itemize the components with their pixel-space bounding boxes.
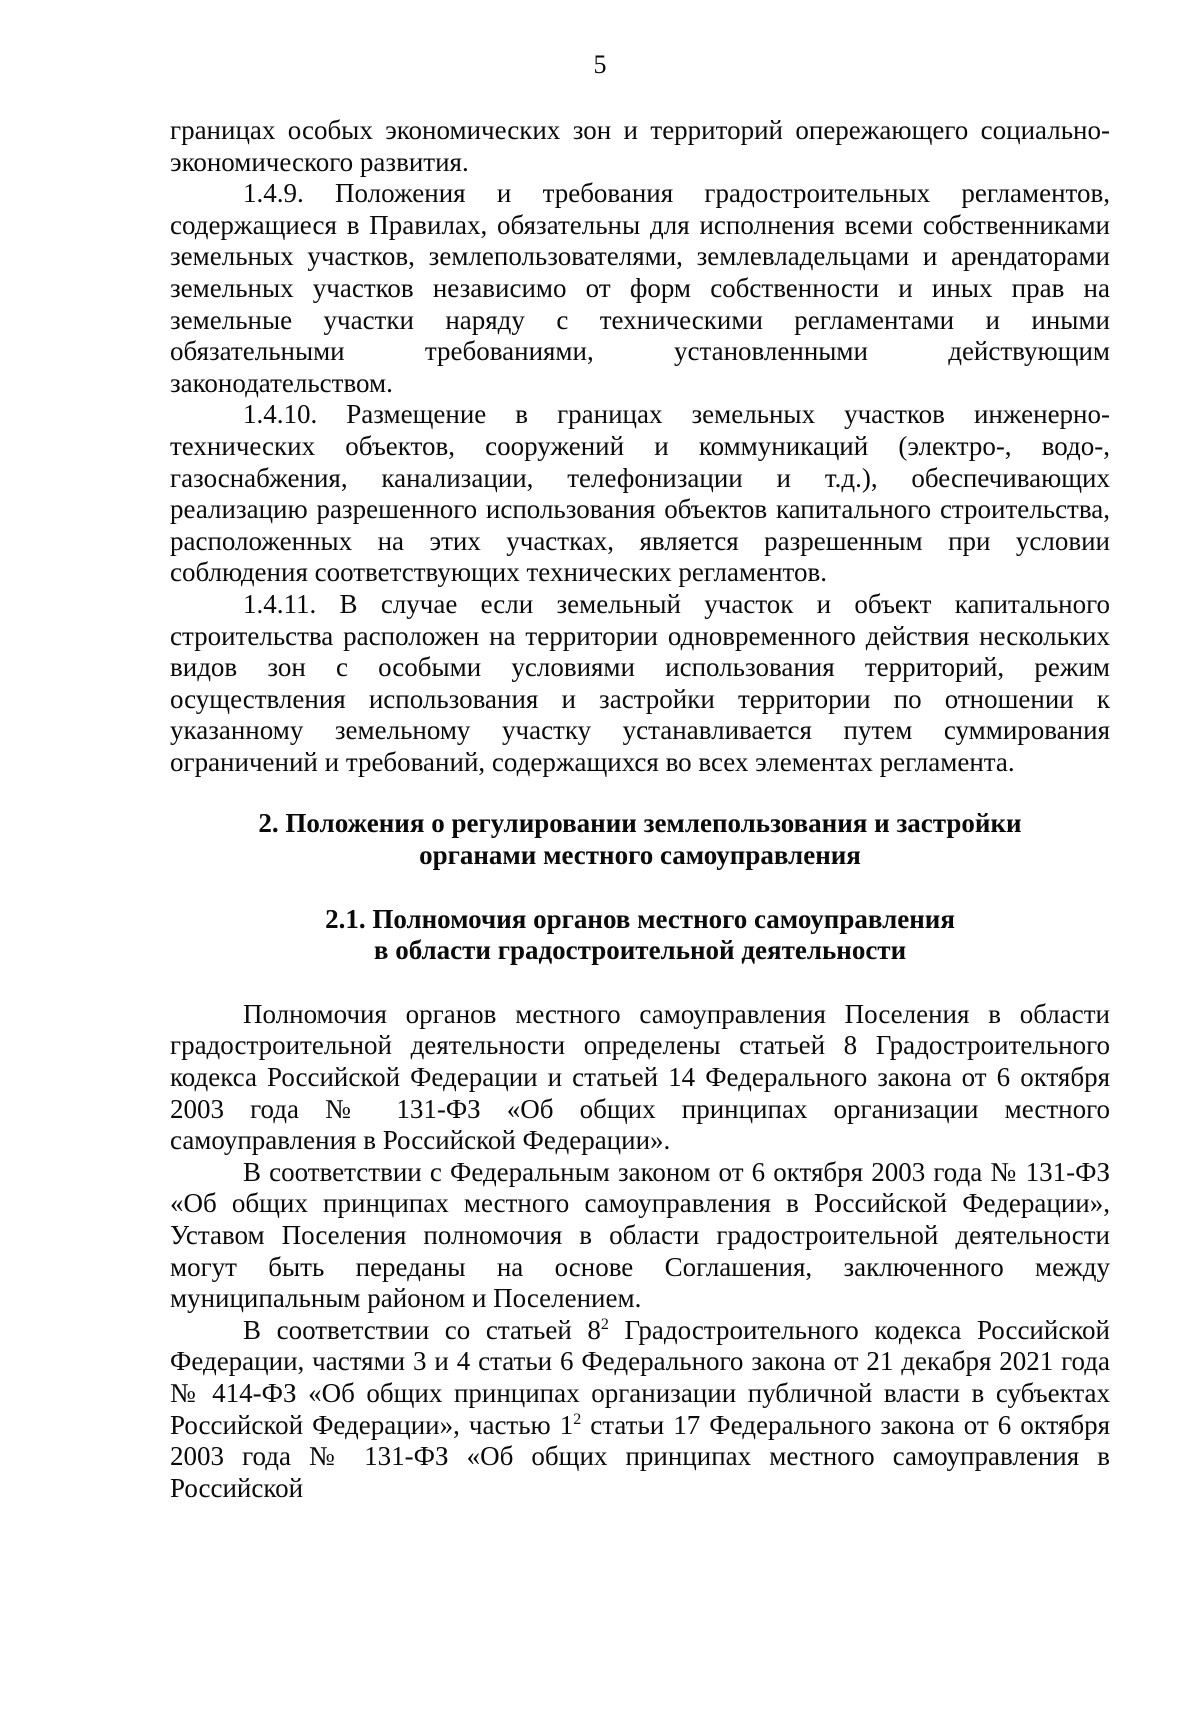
section-heading-2-line2: органами местного самоуправления (419, 840, 861, 871)
page-number: 5 (593, 50, 607, 79)
superscript-2: 2 (600, 1315, 609, 1333)
paragraph-1-4-9: 1.4.9. Положения и требования градостроительных регламентов, содержащиеся в Правилах, обязательны для исполнения всеми собственниками земельных участков, землепользователями, землевладельцами и арендаторами земельных участков независимо от форм собственности и иных прав на земельные участки наряду с техническими регламентами и иными обязательными требованиями, установленными действующим законодательством. (170, 178, 1110, 398)
section-heading-2-line1: 2. Положения о регулировании землепользования и застройки (258, 808, 1022, 839)
document-body (170, 115, 1110, 1504)
last-paragraph-part1: В соответствии со статьей 8 (243, 1314, 601, 1345)
paragraph-continuation: границах особых экономических зон и территорий опережающего социально-экономического развития. (170, 115, 1110, 177)
paragraph-powers: Полномочия органов местного самоуправления Поселения в области градостроительной деятельности определены статьей 8 Градостроительного кодекса Российской Федерации и статьей 14 Федерального закона от 6 октября 2003 года № 131-ФЗ «Об общих принципах организации местного самоуправления в Российской Федерации». (170, 998, 1110, 1156)
superscript-2-second: 2 (573, 1410, 582, 1428)
paragraph-1-4-11: 1.4.11. В случае если земельный участок и объект капитального строительства расположен на территории одновременного действия нескольких видов зон с особыми условиями использования территорий, режим осуществления использования и застройки территории по отношении к указанному земельному участку устанавливается путем суммирования ограничений и требований, содержащихся во всех элементах регламента. (170, 588, 1110, 777)
subsection-heading-2-1 (170, 904, 1110, 967)
paragraph-accordance-8-2 (170, 1315, 1110, 1505)
subsection-heading-2-1-line1: 2.1. Полномочия органов местного самоуправления (325, 903, 955, 934)
paragraph-1-4-10: 1.4.10. Размещение в границах земельных участков инженерно-технических объектов, сооружений и коммуникаций (электро-, водо-, газоснабжения, канализации, телефонизации и т.д.), обеспечивающих реализацию разрешенного использования объектов капитального строительства, расположенных на этих участках, является разрешенным при условии соблюдения соответствующих технических регламентов. (170, 399, 1110, 588)
subsection-heading-2-1-line2: в области градостроительной деятельности (373, 935, 907, 966)
last-paragraph-part3: статьи 17 Федерального закона от 6 октября 2003 года № 131-ФЗ «Об общих принципах местного самоуправления в Российской (170, 1409, 1110, 1503)
paragraph-accordance-131fz: В соответствии с Федеральным законом от 6 октября 2003 года № 131-ФЗ «Об общих принципах местного самоуправления в Российской Федерации», Уставом Поселения полномочия в области градостроительной деятельности могут быть переданы на основе Соглашения, заключенного между муниципальным районом и Поселением. (170, 1156, 1110, 1314)
last-paragraph-part2: Градостроительного кодекса Российской Федерации, частями 3 и 4 статьи 6 Федерального закона от 21 декабря 2021 года № 414-ФЗ «Об общих принципах организации публичной власти в субъектах Российской Федерации», частью 1 (170, 1314, 1111, 1440)
section-heading-2 (170, 808, 1110, 871)
